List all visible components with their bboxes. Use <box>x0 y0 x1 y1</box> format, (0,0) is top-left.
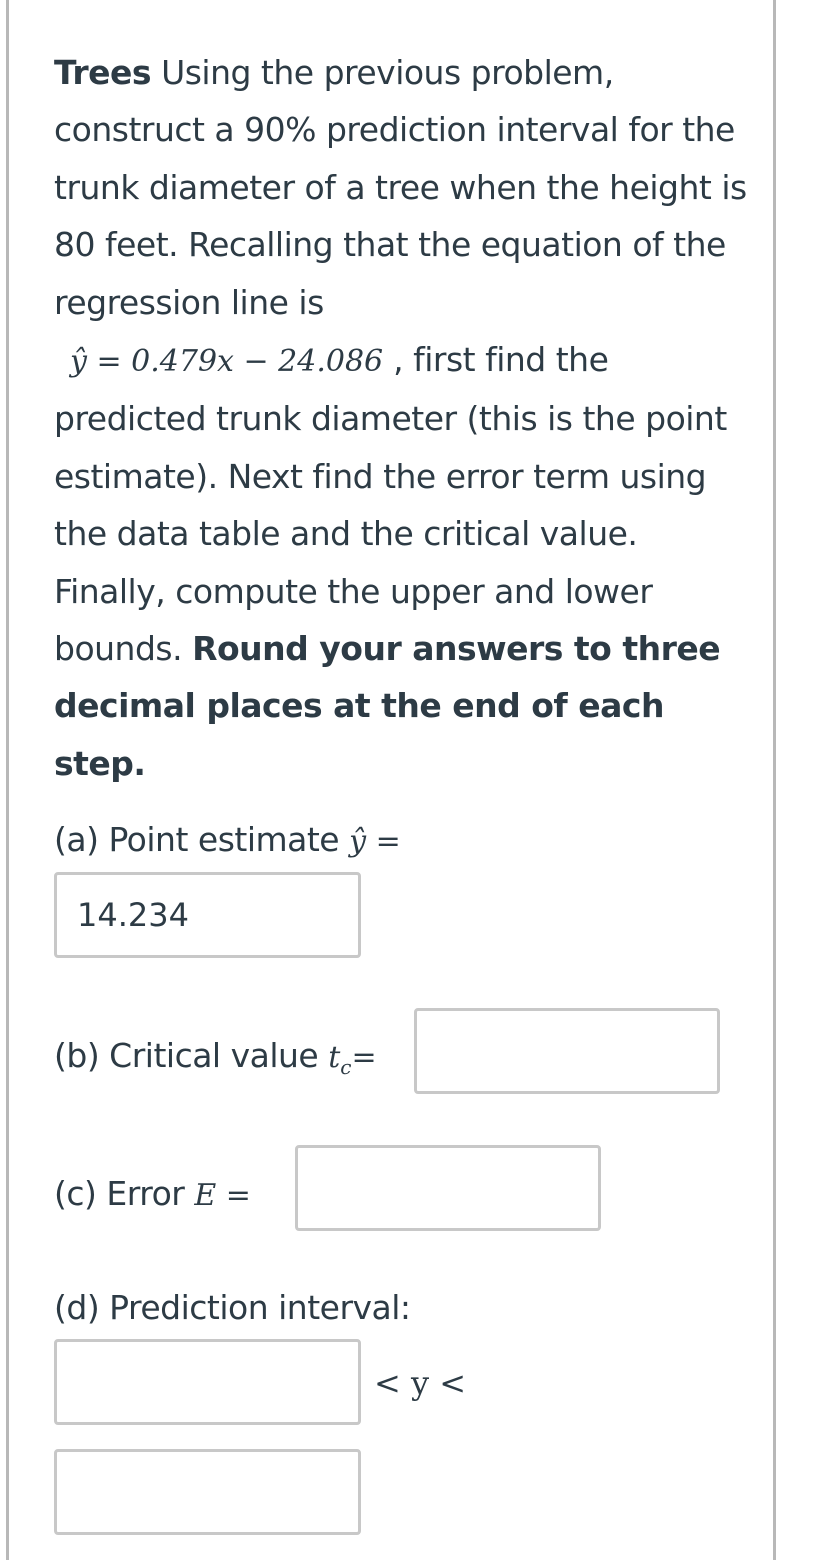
point-estimate-input[interactable] <box>54 872 361 958</box>
part-c-label: (c) Error E = <box>54 1174 251 1213</box>
question-body-2: , first find the predicted trunk diameter (this is the point estimate). Next find the error term using the data table and the critical value. Finally, compute the upper and lower bounds. <box>54 340 727 669</box>
inequality-symbol: < y < <box>374 1364 467 1402</box>
error-symbol: E = <box>194 1178 251 1213</box>
question-body-1: Using the previous problem, construct a 90% prediction interval for the trunk diameter of a tree when the height is 80 feet. Recalling that the equation of the regression line is <box>54 53 747 322</box>
part-a-label: (a) Point estimate ŷ = <box>54 820 401 859</box>
part-b-label: (b) Critical value $t_c=$ <box>54 1036 377 1079</box>
critical-value-input[interactable] <box>414 1008 720 1094</box>
lower-bound-input[interactable] <box>54 1339 361 1425</box>
upper-bound-input[interactable] <box>54 1449 361 1535</box>
regression-equation: ŷ = 0.479x − 24.086 <box>70 344 384 380</box>
question-text <box>54 44 754 792</box>
question-title: Trees <box>54 53 152 92</box>
t-c-symbol: $t_c=$ <box>328 1040 377 1079</box>
part-d-label: (d) Prediction interval: <box>54 1288 411 1327</box>
error-input[interactable] <box>295 1145 601 1231</box>
rounding-instruction: Round your answers to three decimal places at the end of each step. <box>54 629 721 783</box>
y-hat-symbol: ŷ = <box>349 824 401 859</box>
